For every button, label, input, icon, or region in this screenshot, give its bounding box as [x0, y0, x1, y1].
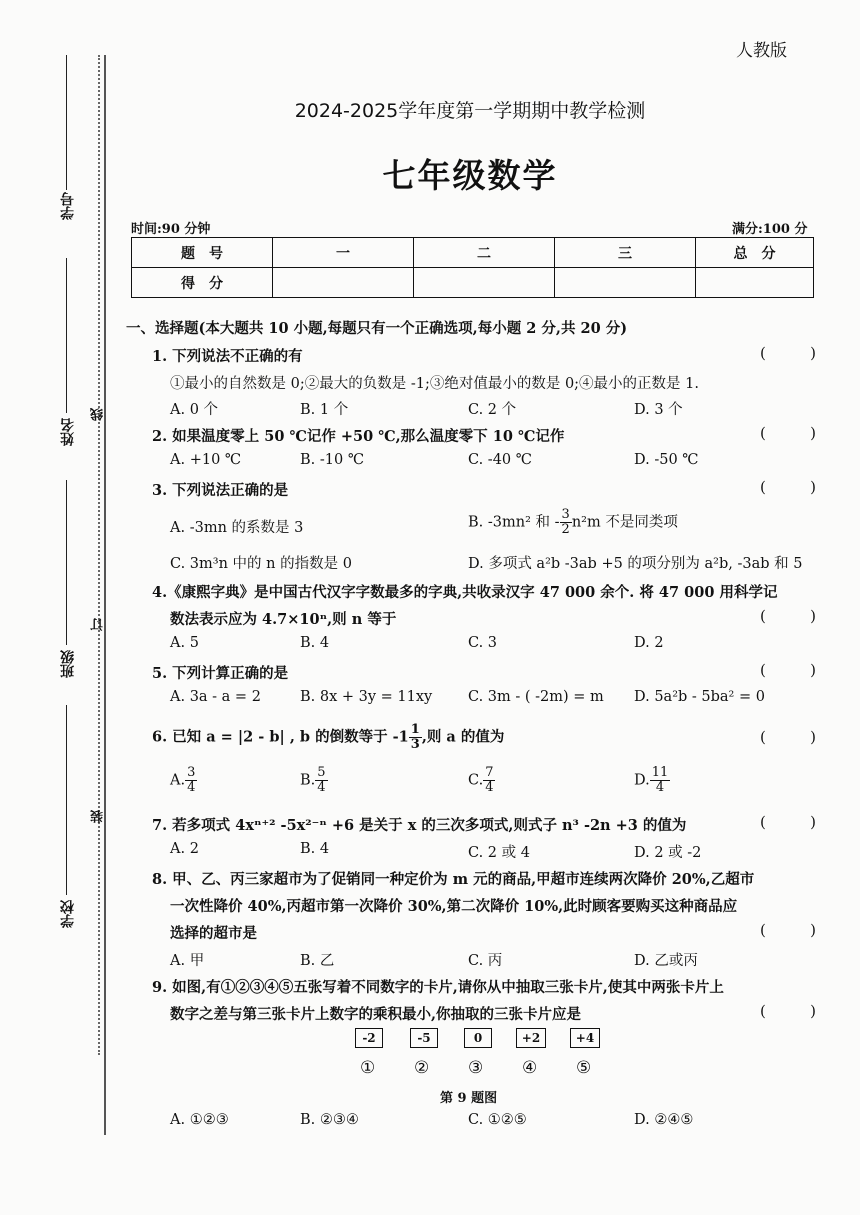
section-heading: 一、选择题(本大题共 10 小题,每题只有一个正确选项,每小题 2 分,共 20 分) — [126, 320, 628, 337]
number-card: 0 — [464, 1028, 492, 1048]
option: D. 乙或丙 — [634, 953, 698, 969]
number-card: +2 — [516, 1028, 546, 1048]
option: D. -50 ℃ — [634, 452, 699, 468]
class-blank — [66, 480, 67, 645]
answer-paren[interactable]: ( ) — [760, 424, 816, 442]
edition-label: 人教版 — [736, 41, 787, 61]
option: B. 8x + 3y = 11xy — [300, 689, 433, 705]
option: C. 2 或 4 — [468, 845, 530, 861]
option: C. 3 — [468, 635, 498, 651]
card-marker: ② — [414, 1058, 430, 1078]
question-stem-cont: 选择的超市是 — [170, 925, 257, 942]
option: A. 甲 — [170, 953, 205, 969]
binding-char-bind: 装 — [91, 810, 106, 823]
question-detail: ①最小的自然数是 0;②最大的负数是 -1;③绝对值最小的数是 0;④最小的正数是 1. — [170, 376, 699, 392]
question-stem: 4.《康熙字典》是中国古代汉字字数最多的字典,共收录汉字 47 000 余个. 将 47 000 用科学记 — [152, 584, 778, 601]
option: C. ①②⑤ — [468, 1112, 527, 1128]
option: C. -40 ℃ — [468, 452, 532, 468]
score-input-cell[interactable] — [414, 268, 555, 298]
option: A. ①②③ — [170, 1112, 229, 1128]
answer-paren[interactable]: ( ) — [760, 728, 816, 746]
answer-paren[interactable]: ( ) — [760, 1002, 816, 1020]
number-card: +4 — [570, 1028, 600, 1048]
card-marker: ④ — [522, 1058, 538, 1078]
score-table-cell: 二 — [414, 238, 555, 268]
score-table-cell: 得 分 — [132, 268, 273, 298]
binding-char-staple: 订 — [91, 618, 106, 631]
answer-paren[interactable]: ( ) — [760, 478, 816, 496]
score-table-cell: 题 号 — [132, 238, 273, 268]
score-input-cell[interactable] — [555, 268, 696, 298]
option: B. 乙 — [300, 953, 335, 969]
question-stem-cont: 数字之差与第三张卡片上数字的乘积最小,你抽取的三张卡片应是 — [170, 1006, 582, 1023]
exam-title: 七年级数学 — [382, 156, 558, 195]
option: A. 2 — [170, 841, 199, 857]
answer-paren[interactable]: ( ) — [760, 344, 816, 362]
name-label: 姓名 — [60, 418, 76, 446]
option: A. 5 — [170, 635, 199, 651]
question-stem: 2. 如果温度零上 50 ℃记作 +50 ℃,那么温度零下 10 ℃记作 — [152, 428, 565, 445]
answer-paren[interactable]: ( ) — [760, 921, 816, 939]
answer-paren[interactable]: ( ) — [760, 607, 816, 625]
score-table — [131, 237, 814, 298]
answer-paren[interactable]: ( ) — [760, 661, 816, 679]
number-card: -2 — [355, 1028, 383, 1048]
option: C. 3m³n 中的 n 的指数是 0 — [170, 556, 352, 572]
option: B. $\frac{5}{4}$ — [300, 765, 326, 795]
option: D. 2 — [634, 635, 664, 651]
question-stem-cont: 数法表示应为 4.7×10ⁿ,则 n 等于 — [170, 611, 397, 628]
class-label: 班级 — [60, 650, 76, 678]
option: D. $\frac{11}{4}$ — [634, 765, 669, 795]
option: B. -3mn² 和 - $\frac{3}{2}$ n²m 不是同类项 — [468, 507, 678, 537]
card-marker: ① — [360, 1058, 376, 1078]
option: D. 5a²b - 5ba² = 0 — [634, 689, 765, 705]
question-stem: 7. 若多项式 4xⁿ⁺² -5x²⁻ⁿ +6 是关于 x 的三次多项式,则式子 n³ -2n +3 的值为 — [152, 817, 687, 834]
option: B. -10 ℃ — [300, 452, 365, 468]
card-marker: ⑤ — [576, 1058, 592, 1078]
option: C. 3m - ( -2m) = m — [468, 689, 604, 705]
number-card: -5 — [410, 1028, 438, 1048]
option: D. 2 或 -2 — [634, 845, 702, 861]
option: B. ②③④ — [300, 1112, 359, 1128]
score-table-score-row — [132, 268, 814, 298]
option: C. $\frac{7}{4}$ — [468, 765, 494, 795]
question-stem: 3. 下列说法正确的是 — [152, 482, 289, 499]
option: A. 0 个 — [170, 402, 219, 418]
question-stem: 6. 已知 a = |2 - b| , b 的倒数等于 -1 $\frac{1}{3}$ ,则 a 的值为 — [152, 722, 505, 752]
school-blank — [66, 705, 67, 895]
figure-caption: 第 9 题图 — [440, 1091, 498, 1106]
option: A. 3a - a = 2 — [170, 689, 261, 705]
card-marker: ③ — [468, 1058, 484, 1078]
fraction: $\frac{3}{2}$ — [561, 507, 570, 537]
option: B. 4 — [300, 635, 330, 651]
option: C. 丙 — [468, 953, 503, 969]
score-table-cell: 总 分 — [696, 238, 814, 268]
school-label: 学校 — [60, 900, 76, 928]
fraction: $\frac{1}{3}$ — [410, 722, 420, 752]
option: D. 3 个 — [634, 402, 683, 418]
option: A. -3mn 的系数是 3 — [170, 520, 304, 536]
exam-subtitle: 2024-2025学年度第一学期期中教学检测 — [294, 100, 646, 122]
student-id-label: 学号 — [60, 192, 76, 220]
name-blank — [66, 258, 67, 413]
option: D. ②④⑤ — [634, 1112, 694, 1128]
question-stem-cont: 一次性降价 40%,丙超市第一次降价 30%,第二次降价 10%,此时顾客要购买这种商品应 — [170, 898, 738, 915]
score-table-cell: 三 — [555, 238, 696, 268]
score-table-cell: 一 — [273, 238, 414, 268]
option: A. $\frac{3}{4}$ — [170, 765, 196, 795]
question-stem: 5. 下列计算正确的是 — [152, 665, 289, 682]
option: C. 2 个 — [468, 402, 517, 418]
option: B. 1 个 — [300, 402, 349, 418]
question-stem: 8. 甲、乙、丙三家超市为了促销同一种定价为 m 元的商品,甲超市连续两次降价 20%,乙超市 — [152, 871, 755, 888]
score-input-cell[interactable] — [273, 268, 414, 298]
question-stem: 1. 下列说法不正确的有 — [152, 348, 303, 365]
binding-char-line: 线 — [91, 408, 106, 421]
binding-dotted-line — [98, 55, 100, 1055]
score-table-header-row — [132, 238, 814, 268]
full-score: 满分:100 分 — [732, 222, 808, 237]
answer-paren[interactable]: ( ) — [760, 813, 816, 831]
option: D. 多项式 a²b -3ab +5 的项分别为 a²b, -3ab 和 5 — [468, 556, 803, 572]
option: B. 4 — [300, 841, 330, 857]
time-limit: 时间:90 分钟 — [131, 222, 211, 237]
question-stem: 9. 如图,有①②③④⑤五张写着不同数字的卡片,请你从中抽取三张卡片,使其中两张卡片上 — [152, 979, 724, 996]
binding-solid-line — [104, 55, 106, 1135]
score-input-cell[interactable] — [696, 268, 814, 298]
option: A. +10 ℃ — [170, 452, 242, 468]
